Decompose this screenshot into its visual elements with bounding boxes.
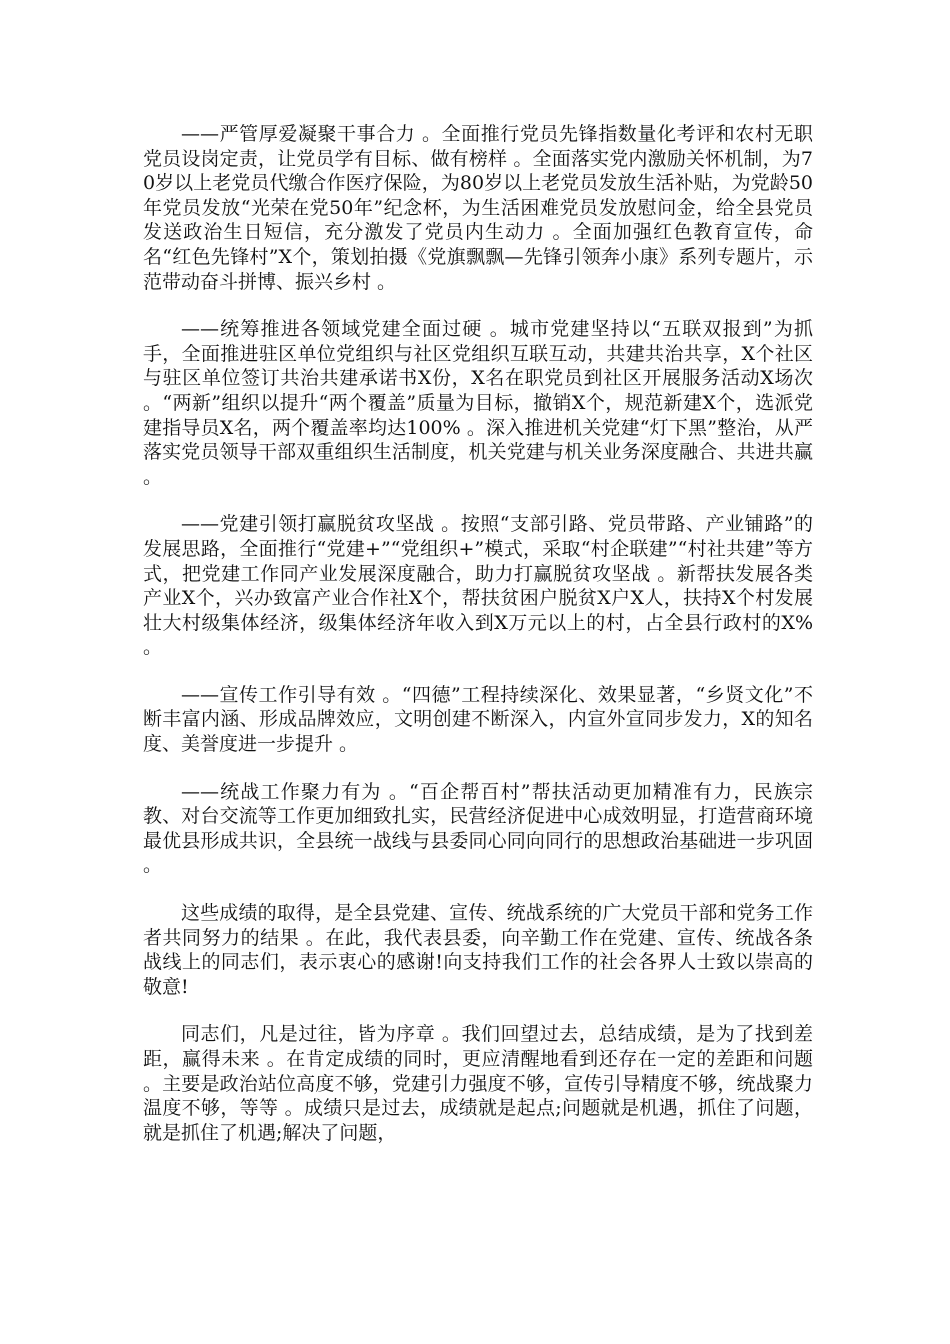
paragraph-acknowledgement: 这些成绩的取得，是全县党建、宣传、统战系统的广大党员干部和党务工作者共同努力的结果 。在此，我代表县委，向辛勤工作在党建、宣传、统战各条战线上的同志们，表示衷心的感谢!向支持我们工作的社会各界人士致以崇高的敬意! <box>143 902 813 998</box>
paragraph-poverty-alleviation: ——党建引领打赢脱贫攻坚战 。按照“支部引路、党员带路、产业铺路”的发展思路，全面推行“党建+”“党组织+”模式，采取“村企联建”“村社共建”等方式，把党建工作同产业发展深度融合，助力打赢脱贫攻坚战 。新帮扶发展各类产业X个，兴办致富产业合作社X个，帮扶贫困户脱贫X户X人，扶持X个村发展壮大村级集体经济，级集体经济年收入到X万元以上的村，占全县行政村的X% 。 <box>143 513 813 659</box>
paragraph-publicity-work: ——宣传工作引导有效 。“四德”工程持续深化、效果显著，“乡贤文化”不断丰富内涵、形成品牌效应，文明创建不断深入，内宣外宣同步发力，X的知名度、美誉度进一步提升 。 <box>143 683 813 756</box>
paragraph-united-front-work: ——统战工作聚力有为 。“百企帮百村”帮扶活动更加精准有力，民族宗教、对台交流等工作更加细致扎实，民营经济促进中心成效明显，打造营商环境最优县形成共识，全县统一战线与县委同心同向同行的思想政治基础进一步巩固 。 <box>143 780 813 877</box>
document-body <box>143 122 813 1168</box>
paragraph-party-building-all-fields: ——统筹推进各领域党建全面过硬 。城市党建坚持以“五联双报到”为抓手，全面推进驻区单位党组织与社区党组织互联互动，共建共治共享，X个社区与驻区单位签订共治共建承诺书X份，X名在职党员到社区开展服务活动X场次 。“两新”组织以提升“两个覆盖”质量为目标，撤销X个，规范新建X个，选派党建指导员X名，两个覆盖率均达100% 。深入推进机关党建“灯下黑”整治，从严落实党员领导干部双重组织生活制度，机关党建与机关业务深度融合、共进共赢 。 <box>143 318 813 488</box>
paragraph-problems-and-gaps: 同志们，凡是过往，皆为序章 。我们回望过去，总结成绩，是为了找到差距，赢得未来 。在肯定成绩的同时，更应清醒地看到还存在一定的差距和问题 。主要是政治站位高度不够，党建引力强度不够，宣传引导精度不够，统战聚力温度不够，等等 。成绩只是过去，成绩就是起点;问题就是机遇，抓住了问题，就是抓住了机遇;解决了问题， <box>143 1023 813 1144</box>
paragraph-party-member-management: ——严管厚爱凝聚干事合力 。全面推行党员先锋指数量化考评和农村无职党员设岗定责，让党员学有目标、做有榜样 。全面落实党内激励关怀机制，为70岁以上老党员代缴合作医疗保险，为80岁以上老党员发放生活补贴，为党龄50年党员发放“光荣在党50年”纪念杯，为生活困难党员发放慰问金，给全县党员发送政治生日短信，充分激发了党员内生动力 。全面加强红色教育宣传，命名“红色先锋村”X个，策划拍摄《党旗飘飘—先锋引领奔小康》系列专题片，示范带动奋斗拼博、振兴乡村 。 <box>143 123 813 293</box>
